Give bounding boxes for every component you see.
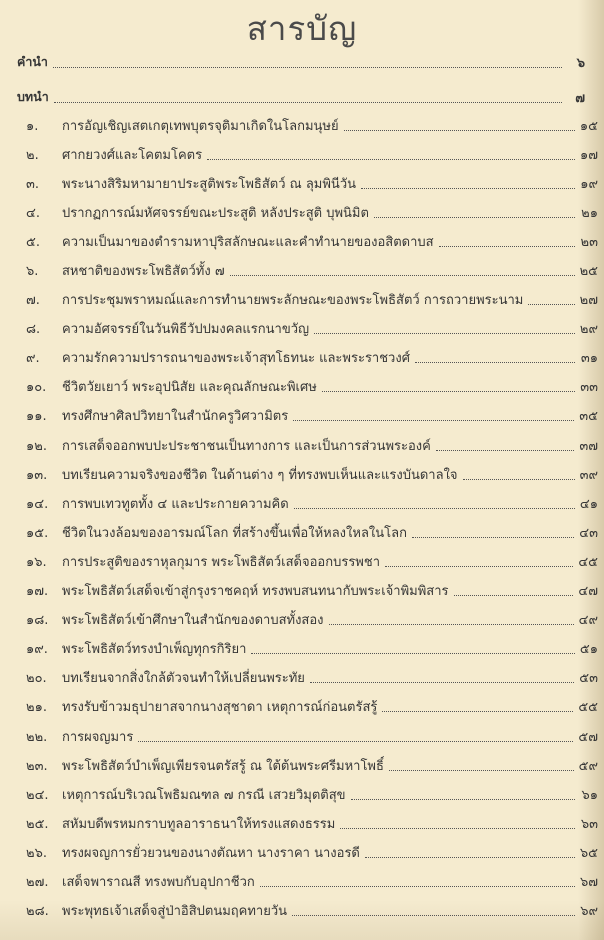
- toc-entry-chapter-21: [26, 692, 598, 721]
- toc-entry-chapter-15: [26, 518, 598, 547]
- chapter-title: ชีวิตในวงล้อมของอารมณ์โลก ที่สร้างขึ้นเพื่อให้หลงใหลในโลก: [62, 525, 407, 541]
- toc-entry-chapter-23: [26, 751, 598, 780]
- toc-entry-chapter-26: [26, 838, 598, 867]
- dot-leader: [54, 102, 562, 103]
- chapter-title: พระโพธิสัตว์เข้าศึกษาในสำนักของดาบสทั้งสอง: [62, 613, 324, 629]
- toc-entry-chapter-28: [26, 896, 598, 925]
- page-number: ๔๗: [578, 584, 598, 600]
- chapter-number: ๑๗.: [26, 584, 49, 600]
- chapter-number: ๒๔.: [26, 787, 49, 803]
- page-number: ๒๑: [581, 205, 598, 221]
- page-number: ๓๕: [579, 409, 598, 425]
- dot-leader: [294, 508, 575, 509]
- dot-leader: [463, 479, 575, 480]
- chapter-number: ๒๖.: [26, 845, 47, 861]
- page-number: ๓๙: [579, 467, 598, 483]
- dot-leader: [314, 333, 575, 334]
- toc-entry-chapter-11: [26, 401, 598, 430]
- toc-entry-chapter-2: [26, 140, 598, 169]
- chapter-title: การประชุมพราหมณ์และการทำนายพระลักษณะของพระโพธิสัตว์ การถวายพระนาม: [62, 293, 524, 309]
- dot-leader: [389, 770, 574, 771]
- chapter-number: ๘.: [26, 322, 41, 338]
- dot-leader: [322, 391, 575, 392]
- toc-entry-chapter-14: [26, 489, 598, 518]
- dot-leader: [53, 67, 562, 68]
- entry-title: บทนำ: [17, 89, 49, 104]
- page-number: ๖๕: [579, 845, 598, 861]
- page-number: ๔๕: [578, 554, 598, 570]
- front-matter-list: [17, 45, 585, 115]
- page-number: ๑๕: [579, 118, 598, 134]
- dot-leader: [374, 217, 575, 218]
- chapter-title: การผจญมาร: [62, 729, 134, 745]
- chapter-number: ๑๖.: [26, 554, 47, 570]
- entry-title: คำนำ: [17, 54, 48, 69]
- chapter-title: การพบเทวทูตทั้ง ๔ และประกายความคิด: [62, 496, 289, 512]
- toc-entry-chapter-22: [26, 721, 598, 750]
- chapter-number: ๒๓.: [26, 758, 48, 774]
- toc-entry-chapter-6: [26, 256, 598, 285]
- dot-leader: [340, 828, 575, 829]
- dot-leader: [207, 159, 575, 160]
- chapter-number: ๑๕.: [26, 525, 49, 541]
- toc-entry-chapter-4: [26, 198, 598, 227]
- toc-entry-chapter-10: [26, 372, 598, 401]
- toc-entry-chapter-20: [26, 663, 598, 692]
- chapter-title: ทรงรับข้าวมธุปายาสจากนางสุชาดา เหตุการณ์ก่อนตรัสรู้: [62, 700, 378, 716]
- chapter-number: ๑๑.: [26, 409, 47, 425]
- page-number: ๒๕: [579, 264, 598, 280]
- dot-leader: [251, 653, 574, 654]
- dot-leader: [415, 362, 575, 363]
- dot-leader: [292, 915, 575, 916]
- page-number: ๕๓: [579, 671, 598, 687]
- chapter-number: ๖.: [26, 264, 39, 280]
- toc-entry-chapter-5: [26, 227, 598, 256]
- toc-entry-chapter-12: [26, 431, 598, 460]
- chapter-title: สหัมบดีพรหมกราบทูลอาราธนาให้ทรงแสดงธรรม: [62, 816, 336, 832]
- page-number: ๕๗: [578, 729, 598, 745]
- chapter-number: ๔.: [26, 205, 40, 221]
- chapter-number: ๒๗.: [26, 874, 49, 890]
- page-number: ๓๓: [580, 380, 598, 396]
- toc-entry-introduction: [17, 80, 585, 115]
- chapter-title: พระโพธิสัตว์ทรงบำเพ็ญทุกรกิริยา: [62, 642, 247, 658]
- page-title: สารบัญ: [246, 9, 358, 48]
- chapter-number: ๒๐.: [26, 671, 47, 687]
- chapter-number: ๒๑.: [26, 700, 47, 716]
- chapter-title: พระโพธิสัตว์บำเพ็ญเพียรจนตรัสรู้ ณ ใต้ต้นพระศรีมหาโพธิ์: [62, 758, 384, 774]
- chapter-number: ๒๘.: [26, 904, 49, 920]
- toc-entry-chapter-8: [26, 314, 598, 343]
- chapter-number: ๒๒.: [26, 729, 48, 745]
- chapter-number: ๓.: [26, 176, 40, 192]
- chapter-number: ๑๓.: [26, 467, 48, 483]
- chapter-number: ๑๔.: [26, 496, 49, 512]
- dot-leader: [382, 711, 573, 712]
- page-number: ๒๓: [580, 234, 598, 250]
- dot-leader: [412, 537, 574, 538]
- chapter-title: ความอัศจรรย์ในวันพิธีวัปปมงคลแรกนาขวัญ: [62, 322, 310, 338]
- toc-entry-chapter-16: [26, 547, 598, 576]
- page-number: ๖๙: [580, 904, 598, 920]
- chapter-title: ทรงศึกษาศิลปวิทยาในสำนักครูวิศวามิตร: [62, 409, 289, 425]
- toc-entry-chapter-17: [26, 576, 598, 605]
- page-number: ๓๑: [580, 351, 598, 367]
- dot-leader: [351, 799, 575, 800]
- chapter-title: ศากยวงศ์และโคตมโคตร: [62, 147, 203, 163]
- chapter-number: ๒๕.: [26, 816, 49, 832]
- dot-leader: [361, 188, 575, 189]
- dot-leader: [439, 246, 575, 247]
- dot-leader: [528, 304, 574, 305]
- toc-entry-chapter-27: [26, 867, 598, 896]
- chapter-number: ๑๘.: [26, 613, 49, 629]
- page-number: ๗: [575, 90, 585, 106]
- page-number: ๖: [576, 55, 585, 71]
- chapter-title: สหชาติของพระโพธิสัตว์ทั้ง ๗: [62, 264, 225, 280]
- chapter-title: ความรักความปรารถนาของพระเจ้าสุทโธทนะ และพระราชวงศ์: [62, 351, 410, 367]
- chapter-title: พระพุทธเจ้าเสด็จสู่ป่าอิสิปตนมฤคทายวัน: [62, 904, 288, 920]
- chapter-title: บทเรียนความจริงของชีวิต ในด้านต่าง ๆ ที่ทรงพบเห็นและแรงบันดาลใจ: [62, 467, 458, 483]
- chapter-number: ๙.: [26, 351, 40, 367]
- chapter-number: ๒.: [26, 147, 39, 163]
- page-number: ๔๓: [579, 525, 598, 541]
- page-number: ๒๗: [579, 293, 598, 309]
- toc-entry-chapter-18: [26, 605, 598, 634]
- chapter-title: บทเรียนจากสิ่งใกล้ตัวจนทำให้เปลี่ยนพระทัย: [62, 671, 305, 687]
- page-number: ๔๙: [578, 613, 598, 629]
- dot-leader: [260, 886, 575, 887]
- toc-entry-chapter-1: [26, 111, 598, 140]
- page-number: ๕๕: [578, 700, 598, 716]
- chapter-title: ปรากฏการณ์มหัศจรรย์ขณะประสูติ หลังประสูติ บุพนิมิต: [62, 205, 369, 221]
- page-number: ๒๙: [579, 322, 598, 338]
- toc-entry-chapter-9: [26, 343, 598, 372]
- chapter-title: พระโพธิสัตว์เสด็จเข้าสู่กรุงราชคฤห์ ทรงพบสนทนากับพระเจ้าพิมพิสาร: [62, 584, 449, 600]
- chapter-title: ทรงผจญการยั่วยวนของนางตัณหา นางราคา นางอรดี: [62, 845, 360, 861]
- page-number: ๓๗: [579, 438, 598, 454]
- chapter-number: ๗.: [26, 293, 40, 309]
- chapter-number: ๑๙.: [26, 642, 48, 658]
- chapter-title: การอัญเชิญเสตเกตุเทพบุตรจุติมาเกิดในโลกมนุษย์: [62, 118, 339, 134]
- chapter-number: ๑๐.: [26, 380, 47, 396]
- chapter-title: เสด็จพาราณสี ทรงพบกับอุปกาชีวก: [62, 874, 255, 890]
- dot-leader: [138, 741, 573, 742]
- chapter-number: ๑๒.: [26, 438, 47, 454]
- chapter-title: พระนางสิริมหามายาประสูติพระโพธิสัตว์ ณ ลุมพินีวัน: [62, 176, 357, 192]
- chapter-title: ความเป็นมาของตำรามหาปุริสลักษณะและคำทำนายของอสิตดาบส: [62, 234, 434, 250]
- page-number: ๕๑: [579, 642, 598, 658]
- chapter-title: เหตุการณ์บริเวณโพธิมณฑล ๗ กรณี เสวยวิมุตติสุข: [62, 787, 346, 803]
- page-number: ๕๙: [578, 758, 598, 774]
- chapter-number: ๑.: [26, 118, 39, 134]
- dot-leader: [293, 420, 574, 421]
- page-number: ๑๗: [579, 147, 598, 163]
- page-number: ๖๗: [579, 874, 598, 890]
- chapter-number: ๕.: [26, 234, 40, 250]
- chapter-title: ชีวิตวัยเยาว์ พระอุปนิสัย และคุณลักษณะพิเศษ: [62, 380, 317, 396]
- dot-leader: [365, 857, 575, 858]
- dot-leader: [310, 682, 574, 683]
- toc-entry-chapter-3: [26, 169, 598, 198]
- page-number: ๔๑: [579, 496, 598, 512]
- toc-entry-chapter-13: [26, 460, 598, 489]
- chapter-list: [26, 111, 598, 926]
- dot-leader: [454, 595, 574, 596]
- chapter-title: การประสูติของราหุลกุมาร พระโพธิสัตว์เสด็จออกบรรพชา: [62, 554, 380, 570]
- dot-leader: [385, 566, 573, 567]
- dot-leader: [230, 275, 575, 276]
- toc-entry-chapter-7: [26, 285, 598, 314]
- dot-leader: [329, 624, 574, 625]
- toc-entry-chapter-25: [26, 809, 598, 838]
- page-number: ๖๑: [581, 787, 598, 803]
- toc-entry-chapter-19: [26, 634, 598, 663]
- dot-leader: [344, 130, 575, 131]
- page-number: ๑๙: [580, 176, 598, 192]
- page-number: ๖๓: [580, 816, 598, 832]
- dot-leader: [436, 450, 574, 451]
- toc-entry-chapter-24: [26, 780, 598, 809]
- chapter-title: การเสด็จออกพบปะประชาชนเป็นทางการ และเป็นการส่วนพระองค์: [62, 438, 431, 454]
- toc-entry-preface: [17, 45, 585, 80]
